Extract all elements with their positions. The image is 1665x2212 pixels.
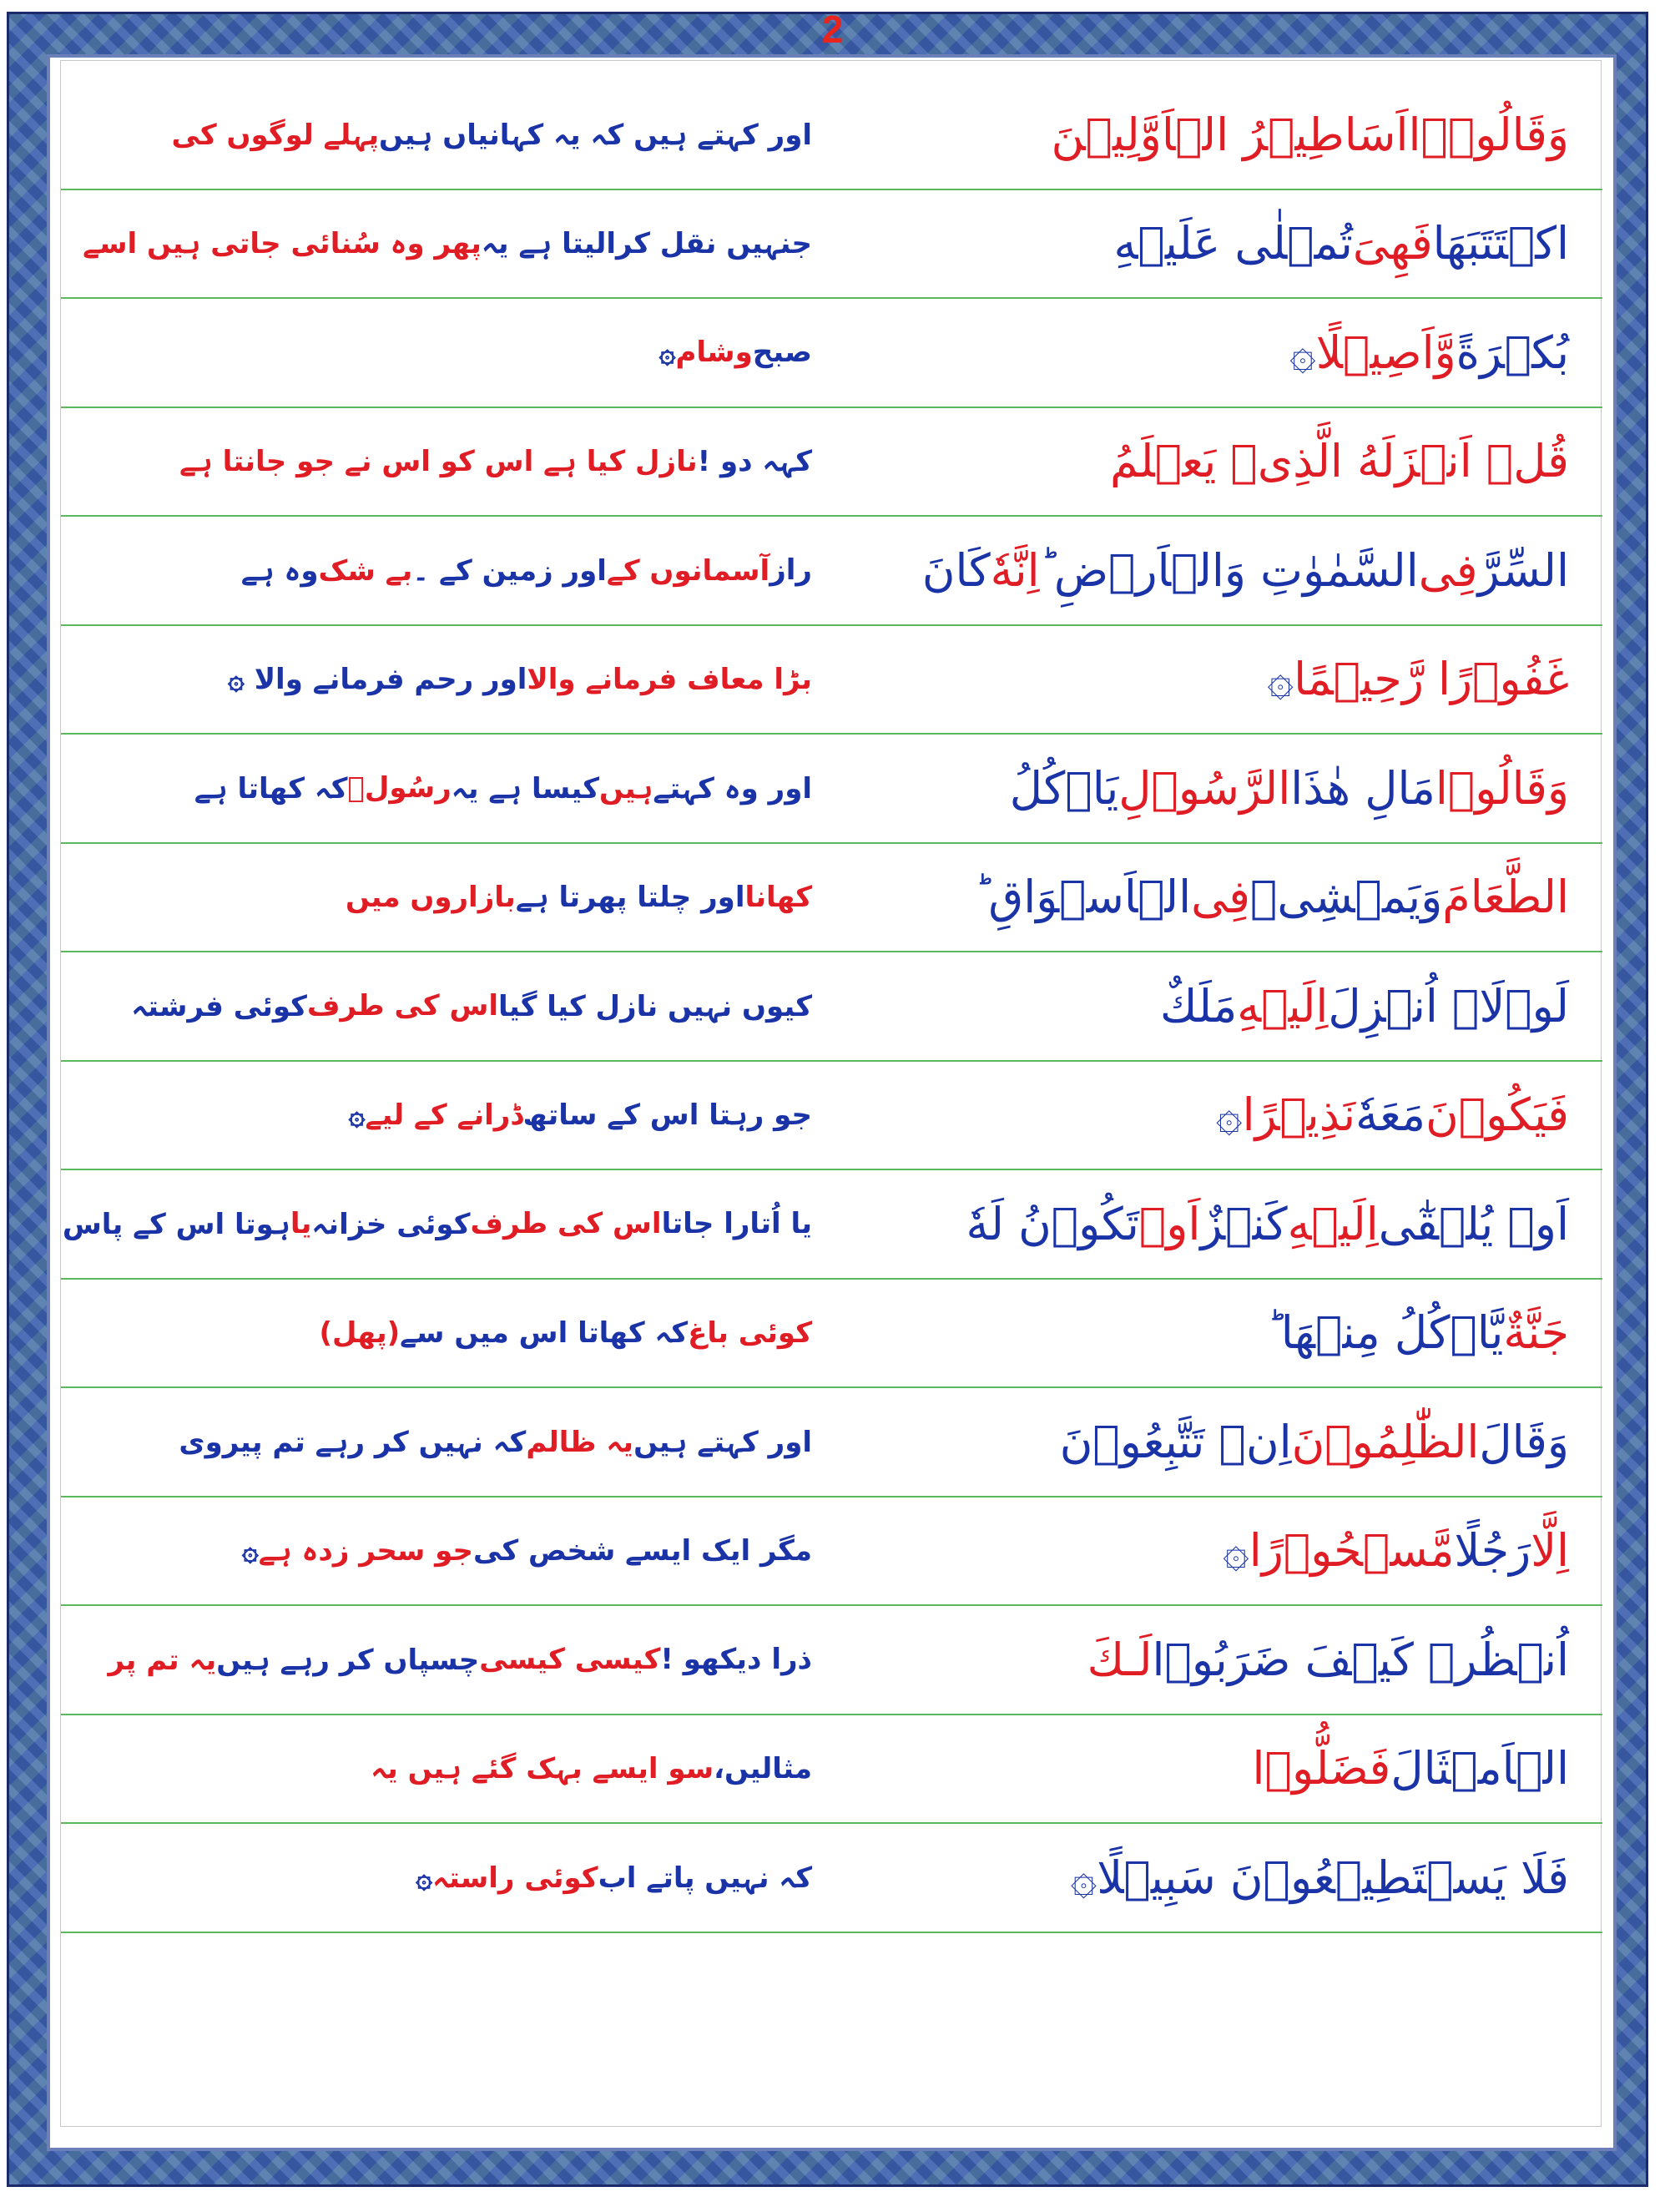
arabic-segment: اَسَاطِيۡرُ الۡاَوَّلِيۡنَ bbox=[1051, 108, 1409, 161]
urdu-segment: اور وہ کہتے bbox=[653, 771, 812, 806]
arabic-segment: بُكۡرَةً bbox=[1456, 326, 1569, 379]
urdu-translation-text bbox=[94, 952, 812, 1060]
verse-row bbox=[61, 1280, 1602, 1389]
urdu-segment: یا اُتارا جاتا bbox=[661, 1207, 812, 1241]
arabic-segment: الظّٰلِمُوۡنَ bbox=[1291, 1415, 1480, 1468]
arabic-segment: فَضَلُّوۡا bbox=[1252, 1742, 1391, 1795]
arabic-verse-text bbox=[835, 299, 1569, 407]
urdu-segment: جو سحر زدہ ہے bbox=[258, 1534, 473, 1568]
arabic-segment: نَذِيۡرًا bbox=[1242, 1088, 1356, 1142]
urdu-segment: ۞ bbox=[241, 1534, 259, 1568]
arabic-verse-text bbox=[835, 1062, 1569, 1169]
urdu-segment: اس کی طرف bbox=[470, 1207, 662, 1241]
arabic-segment: اِنۡ تَتَّبِعُوۡنَ bbox=[1059, 1415, 1292, 1468]
verse-row bbox=[61, 81, 1602, 190]
urdu-segment: پہلے لوگوں کی bbox=[171, 118, 380, 152]
arabic-segment: كَانَ bbox=[921, 543, 991, 597]
verse-row bbox=[61, 190, 1602, 300]
arabic-segment: مَّسۡحُوۡرًا bbox=[1249, 1524, 1455, 1578]
urdu-segment: یہ تم پر bbox=[108, 1643, 217, 1677]
urdu-segment: کوئی خزانہ bbox=[311, 1207, 471, 1241]
arabic-segment: فَلَا يَسۡتَطِيۡعُوۡنَ سَبِيۡلًا bbox=[1097, 1851, 1569, 1904]
urdu-segment: کیسا ہے یہ bbox=[451, 771, 599, 806]
arabic-verse-text bbox=[835, 952, 1569, 1060]
arabic-segment: الۡاَمۡثَالَ bbox=[1390, 1742, 1569, 1795]
arabic-segment: وَّاَصِيۡلًا bbox=[1315, 326, 1456, 379]
urdu-segment: ۞ bbox=[658, 336, 676, 370]
urdu-segment: سو ایسے بہک گئے ہیں یہ bbox=[371, 1752, 714, 1786]
urdu-segment: کھانا bbox=[744, 880, 812, 914]
arabic-segment: اِلَّا bbox=[1531, 1524, 1569, 1578]
urdu-segment: اور کہتے ہیں bbox=[633, 1425, 812, 1459]
urdu-segment: وہ ہے bbox=[240, 553, 319, 588]
urdu-segment: ۞ bbox=[416, 1861, 433, 1895]
urdu-translation-text bbox=[94, 1715, 812, 1823]
arabic-verse-text bbox=[835, 626, 1569, 734]
verse-row bbox=[61, 1824, 1602, 1933]
urdu-segment: نازل کیا ہے اس کو اس نے جو جانتا ہے bbox=[179, 445, 698, 479]
arabic-segment: غَفُوۡرًا رَّحِيۡمًا bbox=[1294, 653, 1569, 706]
arabic-verse-text bbox=[835, 844, 1569, 952]
verse-row bbox=[61, 408, 1602, 518]
verse-row bbox=[61, 844, 1602, 953]
arabic-segment: تَكُوۡنُ لَهٗ bbox=[966, 1197, 1139, 1250]
verse-row bbox=[61, 1715, 1602, 1825]
arabic-segment: تُمۡلٰى عَلَيۡهِ bbox=[1113, 217, 1353, 270]
verse-row bbox=[61, 299, 1602, 408]
urdu-segment: ذرا دیکھو ! bbox=[660, 1643, 812, 1677]
arabic-segment: ۞ bbox=[1289, 326, 1316, 379]
arabic-segment: رَجُلًا bbox=[1454, 1524, 1531, 1578]
verse-row bbox=[61, 626, 1602, 735]
arabic-verse-text bbox=[835, 408, 1569, 516]
urdu-segment: اور زمین کے ۔ bbox=[412, 553, 607, 588]
urdu-segment: ڈرانے کے لیے bbox=[365, 1098, 523, 1133]
urdu-translation-text bbox=[94, 517, 812, 624]
page-number: 2 bbox=[821, 8, 844, 51]
urdu-translation-text bbox=[94, 626, 812, 734]
urdu-segment: یہ ظالم bbox=[526, 1425, 634, 1459]
arabic-segment: وَقَالُوۡۤا bbox=[1408, 108, 1569, 161]
arabic-segment: فَيَكُوۡنَ bbox=[1425, 1088, 1569, 1142]
urdu-segment: (پھل) bbox=[319, 1316, 401, 1350]
verse-row bbox=[61, 952, 1602, 1062]
arabic-segment: وَقَالَ bbox=[1479, 1415, 1569, 1468]
arabic-segment: مَلَكٌ bbox=[1159, 979, 1238, 1033]
urdu-translation-text bbox=[94, 408, 812, 516]
arabic-segment: الۡاَسۡوَاقِ ؕ bbox=[974, 871, 1192, 924]
urdu-segment: اور کہتے ہیں کہ یہ کہانیاں ہیں bbox=[379, 118, 812, 152]
arabic-verse-text bbox=[835, 190, 1569, 298]
verse-row bbox=[61, 1062, 1602, 1171]
urdu-segment: کہ نہیں پاتے اب bbox=[598, 1861, 812, 1895]
verse-rows bbox=[61, 81, 1602, 1933]
arabic-segment: اَوۡ يُلۡقٰٓى bbox=[1378, 1197, 1569, 1250]
urdu-segment: وشام bbox=[675, 336, 753, 370]
arabic-segment: فِى bbox=[1191, 871, 1250, 924]
arabic-segment: فَهِىَ bbox=[1352, 217, 1433, 270]
arabic-segment: ۞ bbox=[1223, 1524, 1249, 1578]
verse-row bbox=[61, 1388, 1602, 1497]
arabic-segment: جَنَّةٌ bbox=[1503, 1306, 1569, 1360]
urdu-segment: ۞ bbox=[348, 1098, 366, 1133]
arabic-segment: اُنۡظُرۡ كَيۡفَ ضَرَبُوۡا bbox=[1152, 1633, 1569, 1686]
urdu-segment: بڑا معاف فرمانے والا bbox=[527, 663, 812, 697]
urdu-segment: جو رہتا اس کے ساتھ bbox=[522, 1098, 812, 1133]
arabic-segment: ۞ bbox=[1070, 1851, 1097, 1904]
arabic-segment: وَقَالُوۡا bbox=[1435, 761, 1569, 815]
arabic-verse-text bbox=[835, 1170, 1569, 1278]
arabic-segment: يَّاۡكُلُ مِنۡهَا ؕ bbox=[1266, 1306, 1504, 1360]
arabic-segment: اِلَيۡهِ bbox=[1287, 1197, 1379, 1250]
urdu-segment: کہ کھاتا اس میں سے bbox=[400, 1316, 689, 1351]
urdu-translation-text bbox=[94, 1388, 812, 1496]
urdu-segment: کہہ دو ! bbox=[697, 445, 812, 479]
verse-row bbox=[61, 1606, 1602, 1715]
urdu-segment: بازاروں میں bbox=[345, 880, 516, 914]
urdu-segment: کیوں نہیں نازل کیا گیا bbox=[498, 989, 812, 1023]
urdu-segment: رسُولؐ bbox=[347, 771, 452, 806]
arabic-segment: مَالِ هٰذَا bbox=[1290, 761, 1435, 815]
urdu-segment: صبح bbox=[752, 336, 812, 370]
arabic-segment: قُلۡ اَنۡزَلَهُ الَّذِىۡ يَعۡلَمُ bbox=[1109, 435, 1569, 488]
urdu-translation-text bbox=[62, 1170, 812, 1278]
arabic-verse-text bbox=[835, 1606, 1569, 1714]
arabic-verse-text bbox=[835, 517, 1569, 624]
urdu-segment: کوئی فرشتہ bbox=[131, 989, 307, 1023]
arabic-verse-text bbox=[835, 81, 1569, 189]
urdu-translation-text bbox=[94, 1497, 812, 1605]
arabic-segment: الطَّعَامَ bbox=[1442, 871, 1569, 924]
urdu-segment: ہیں bbox=[599, 771, 653, 806]
urdu-segment: مثالیں، bbox=[714, 1751, 812, 1785]
urdu-segment: کوئی باغ bbox=[688, 1316, 812, 1350]
arabic-verse-text bbox=[835, 1715, 1569, 1823]
arabic-segment: مَعَهٗ bbox=[1355, 1088, 1426, 1142]
arabic-verse-text bbox=[835, 1824, 1569, 1932]
urdu-segment: پھر وہ سُنائی جاتی ہیں اسے bbox=[83, 227, 482, 261]
urdu-translation-text bbox=[94, 1606, 812, 1714]
arabic-segment: اكۡتَتَبَهَا bbox=[1432, 217, 1569, 270]
arabic-segment: يَاۡكُلُ bbox=[1009, 761, 1119, 815]
urdu-segment: اس کی طرف bbox=[306, 989, 499, 1023]
urdu-segment: کہ کھاتا ہے bbox=[194, 771, 348, 806]
arabic-segment: الرَّسُوۡلِ bbox=[1118, 761, 1291, 815]
urdu-segment: کہ نہیں کر رہے تم پیروی bbox=[179, 1425, 527, 1459]
urdu-segment: چسپاں کر رہے ہیں bbox=[216, 1643, 480, 1677]
urdu-segment: مگر ایک ایسے شخص کی bbox=[473, 1534, 812, 1568]
urdu-segment: جنہیں نقل کرالیتا ہے یہ bbox=[481, 227, 812, 261]
arabic-segment: فِى bbox=[1418, 543, 1478, 597]
arabic-segment: السَّمٰوٰتِ وَالۡاَرۡضِ ؕ bbox=[1039, 543, 1419, 597]
verse-row bbox=[61, 517, 1602, 626]
verse-row bbox=[61, 735, 1602, 844]
arabic-verse-text bbox=[835, 1280, 1569, 1387]
arabic-segment: لَوۡلَاۤ اُنۡزِلَ bbox=[1328, 979, 1569, 1033]
urdu-segment: اور چلتا پھرتا ہے bbox=[515, 881, 745, 915]
verse-row bbox=[61, 1170, 1602, 1280]
urdu-segment: ہوتا اس کے پاس bbox=[62, 1207, 290, 1241]
content-panel bbox=[60, 60, 1602, 2127]
urdu-segment: راز bbox=[769, 553, 812, 588]
urdu-translation-text bbox=[94, 1824, 812, 1932]
urdu-translation-text bbox=[94, 735, 812, 842]
arabic-segment: كَنۡزٌ bbox=[1200, 1197, 1288, 1250]
arabic-segment: اَوۡ bbox=[1138, 1197, 1201, 1250]
arabic-segment: لَـكَ bbox=[1087, 1633, 1153, 1686]
urdu-segment: کوئی راستہ bbox=[432, 1861, 598, 1895]
urdu-segment: اور رحم فرمانے والا ۞ bbox=[227, 663, 527, 697]
arabic-segment: السِّرَّ bbox=[1477, 543, 1569, 597]
urdu-translation-text bbox=[83, 190, 812, 298]
arabic-verse-text bbox=[835, 1497, 1569, 1605]
arabic-verse-text bbox=[835, 735, 1569, 842]
urdu-translation-text bbox=[94, 1280, 812, 1387]
urdu-segment: بے شک bbox=[318, 553, 413, 588]
arabic-segment: اِنَّهٗ bbox=[990, 543, 1040, 597]
urdu-segment: یا bbox=[290, 1207, 312, 1241]
urdu-segment: آسمانوں کے bbox=[606, 553, 770, 588]
urdu-translation-text bbox=[94, 1062, 812, 1169]
arabic-verse-text bbox=[835, 1388, 1569, 1496]
verse-row bbox=[61, 1497, 1602, 1607]
arabic-segment: اِلَيۡهِ bbox=[1237, 979, 1329, 1033]
arabic-segment: ۞ bbox=[1215, 1088, 1243, 1142]
urdu-translation-text bbox=[94, 81, 812, 189]
arabic-segment: وَيَمۡشِىۡ bbox=[1249, 871, 1443, 924]
arabic-segment: ۞ bbox=[1267, 653, 1294, 706]
urdu-translation-text bbox=[94, 299, 812, 407]
urdu-segment: کیسی کیسی bbox=[479, 1643, 661, 1677]
urdu-translation-text bbox=[94, 844, 812, 952]
